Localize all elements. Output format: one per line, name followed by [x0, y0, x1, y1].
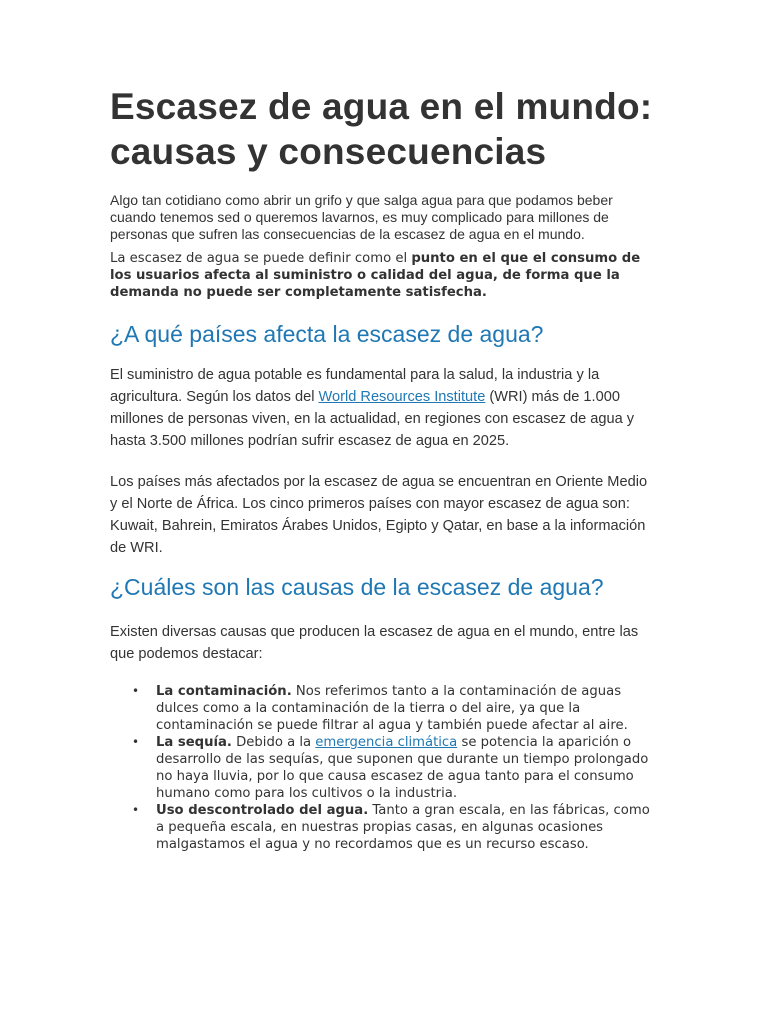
cause-text-after: se potencia la aparición o desarrollo de las sequías, que suponen que durante un tiempo prolongado no haya lluvia, por lo que causa escasez de agua tanto para el consumo humano como para los cultivos o la industria. — [156, 735, 649, 801]
cause-text: Tanto a gran escala, en las fábricas, como a pequeña escala, en nuestras propias casas, en algunas ocasiones malgastamos el agua y no recordamos que es un recurso escaso. — [156, 803, 650, 852]
countries-p1-after: (WRI) más de 1.000 millones de personas viven, en la actualidad, en regiones con escasez de agua y hasta 3.500 millones podrían sufrir escasez de agua en 2025. — [110, 389, 635, 449]
cause-title: La sequía. — [156, 735, 232, 750]
countries-p1-before: El suministro de agua potable es fundamental para la salud, la industria y la agricultura. Según los datos del — [110, 367, 600, 405]
heading-countries: ¿A qué países afecta la escasez de agua? — [110, 321, 544, 347]
article — [110, 84, 655, 853]
cause-text: Nos referimos tanto a la contaminación de aguas dulces como a la contaminación de la tierra o del aire, ya que la contaminación se puede filtrar al agua y también puede afectar al aire. — [156, 684, 628, 733]
cause-title: Uso descontrolado del agua. — [156, 803, 369, 818]
cause-title: La contaminación. — [156, 684, 292, 699]
definition-bold: punto en el que el consumo de los usuarios afecta al suministro o calidad del agua, de forma que la demanda no puede ser completamente satisfecha. — [110, 251, 641, 300]
wri-link[interactable]: World Resources Institute — [318, 389, 486, 405]
bullet-icon: • — [132, 735, 140, 749]
countries-paragraph-1 — [110, 364, 655, 452]
definition-prefix: La escasez de agua se puede definir como el — [110, 251, 412, 266]
climate-emergency-link[interactable]: emergencia climática — [315, 735, 458, 750]
cause-text-before: Debido a la — [231, 735, 316, 750]
countries-paragraph-2: Los países más afectados por la escasez de agua se encuentran en Oriente Medio y el Norte de África. Los cinco primeros países con mayor escasez de agua son: Kuwait, Bahrein, Emiratos Árabes Unidos, Egipto y Qatar, en base a la información de WRI. — [110, 474, 648, 556]
list-item — [110, 683, 655, 734]
bullet-icon: • — [132, 684, 140, 698]
definition-paragraph — [110, 250, 655, 301]
causes-list — [110, 683, 655, 853]
causes-intro-paragraph: Existen diversas causas que producen la escasez de agua en el mundo, entre las que podemos destacar: — [110, 624, 639, 662]
bullet-icon: • — [132, 803, 140, 817]
heading-causes: ¿Cuáles son las causas de la escasez de agua? — [110, 574, 604, 600]
list-item — [110, 734, 655, 802]
page-title: Escasez de agua en el mundo: causas y consecuencias — [110, 86, 653, 172]
intro-paragraph: Algo tan cotidiano como abrir un grifo y que salga agua para que podamos beber cuando tenemos sed o queremos lavarnos, es muy complicado para millones de personas que sufren las consecuencias de la escasez de agua en el mundo. — [110, 192, 613, 242]
list-item — [110, 802, 655, 853]
